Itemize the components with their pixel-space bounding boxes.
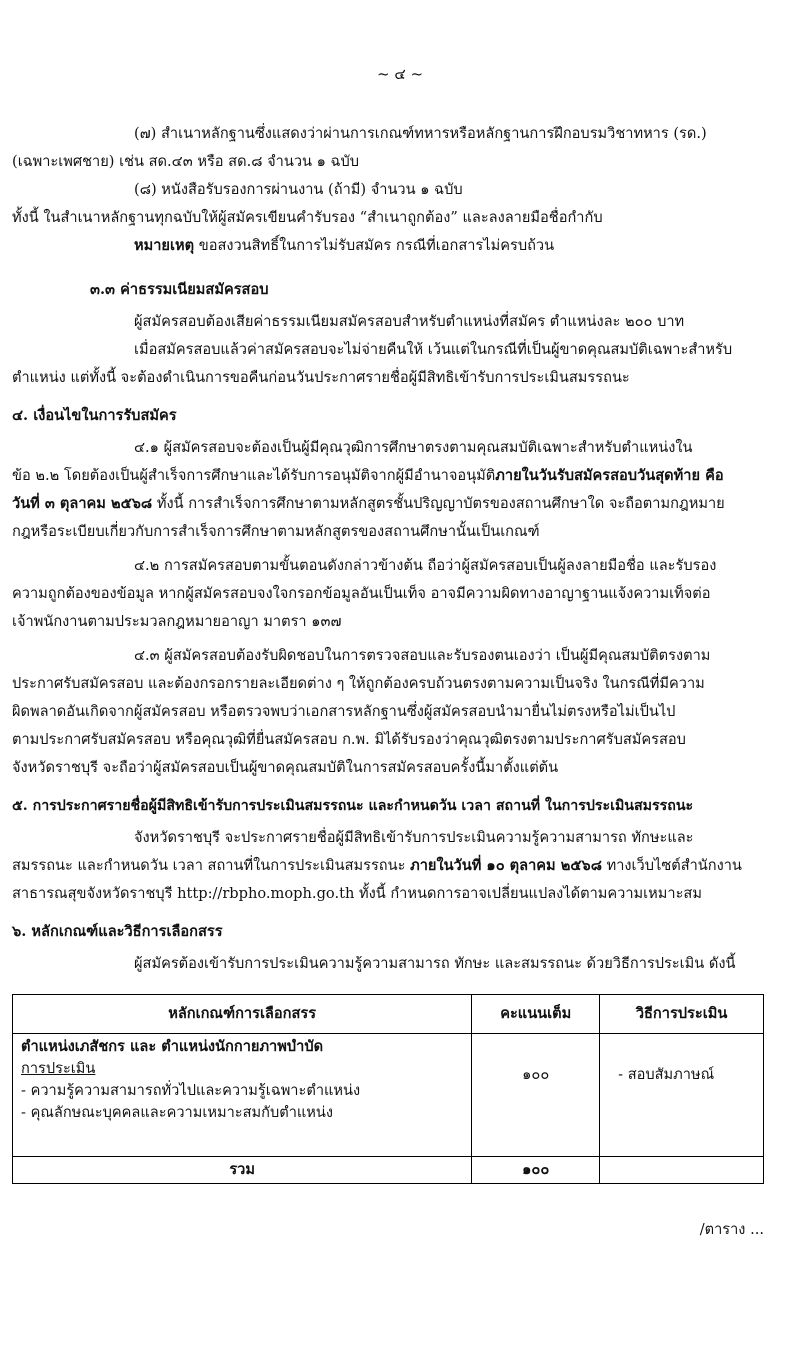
- cond-4-2-line3: เจ้าพนักงานตามประมวลกฎหมายอาญา มาตรา ๑๓๗: [12, 613, 342, 630]
- remark-label: หมายเหตุ: [134, 237, 195, 254]
- cond-4-3-line2: ประกาศรับสมัครสอบ และต้องกรอกรายละเอียดต่าง ๆ ให้ถูกต้องครบถ้วนตรงตามความเป็นจริง ในกรณีที่มีความ: [12, 675, 705, 692]
- cond-4-3-line1: ๔.๓ ผู้สมัครสอบต้องรับผิดชอบในการตรวจสอบและรับรองตนเองว่า เป็นผู้มีคุณสมบัติตรงตาม: [134, 647, 711, 664]
- announce-line2: สมรรถนะ และกำหนดวัน เวลา สถานที่ในการประเมินสมรรถนะ ภายในวันที่ ๑๐ ตุลาคม ๒๕๖๘ ทางเว็บไซต์สำนักงาน: [12, 857, 742, 874]
- item-7-line2: (เฉพาะเพศชาย) เช่น สด.๔๓ หรือ สด.๘ จำนวน ๑ ฉบับ: [12, 153, 360, 170]
- fee-line2: เมื่อสมัครสอบแล้วค่าสมัครสอบจะไม่จ่ายคืนให้ เว้นแต่ในกรณีที่เป็นผู้ขาดคุณสมบัติเฉพาะสำหรับ: [134, 341, 733, 358]
- heading-5: ๕. การประกาศรายชื่อผู้มีสิทธิเข้ารับการประเมินสมรรถนะ และกำหนดวัน เวลา สถานที่ ในการประเมินสมรรถนะ: [12, 798, 694, 814]
- cond-4-2-line2: ความถูกต้องของข้อมูล หากผู้สมัครสอบจงใจกรอกข้อมูลอันเป็นเท็จ อาจมีความผิดทางอาญาฐานแจ้งความเท็จต่อ: [12, 585, 711, 602]
- selection-criteria-table: [12, 994, 764, 1184]
- item-7-line1: (๗) สำเนาหลักฐานซึ่งแสดงว่าผ่านการเกณฑ์ทหารหรือหลักฐานการฝึกอบรมวิชาทหาร (รด.): [134, 125, 707, 142]
- assessment-label: การประเมิน: [21, 1060, 96, 1077]
- heading-3-3: ๓.๓ ค่าธรรมเนียมสมัครสอบ: [90, 281, 269, 298]
- method-cell: - สอบสัมภาษณ์: [600, 1034, 764, 1157]
- announce-line3: สาธารณสุขจังหวัดราชบุรี http://rbpho.moph.go.th ทั้งนี้ กำหนดการอาจเปลี่ยนแปลงได้ตามความเหมาะสม: [12, 885, 702, 902]
- cond-4-1-line4: กฎหรือระเบียบเกี่ยวกับการสำเร็จการศึกษาตามหลักสูตรของสถานศึกษานั้นเป็นเกณฑ์: [12, 523, 540, 540]
- remark-line: [134, 236, 554, 256]
- cond-4-3-line4: ตามประกาศรับสมัครสอบ หรือคุณวุฒิที่ยื่นสมัครสอบ ก.พ. มิได้รับรองว่าคุณวุฒิตรงตามประกาศรับสมัครสอบ: [12, 731, 686, 748]
- cond-4-1-line1: ๔.๑ ผู้สมัครสอบจะต้องเป็นผู้มีคุณวุฒิการศึกษาตรงตามคุณสมบัติเฉพาะสำหรับตำแหน่งใน: [134, 439, 693, 456]
- col-header-criteria: หลักเกณฑ์การเลือกสรร: [13, 995, 472, 1034]
- criteria-item: - คุณลักษณะบุคคลและความเหมาะสมกับตำแหน่ง: [21, 1104, 334, 1121]
- col-header-method: วิธีการประเมิน: [600, 995, 764, 1034]
- total-method-empty: [600, 1157, 764, 1184]
- heading-6: ๖. หลักเกณฑ์และวิธีการเลือกสรร: [12, 923, 223, 940]
- criteria-item: - ความรู้ความสามารถทั่วไปและความรู้เฉพาะตำแหน่ง: [21, 1082, 361, 1099]
- remark-text: ขอสงวนสิทธิ์ในการไม่รับสมัคร กรณีที่เอกสารไม่ครบถ้วน: [194, 237, 555, 254]
- table-header-row: [13, 995, 764, 1034]
- cond-4-3-line5: จังหวัดราชบุรี จะถือว่าผู้สมัครสอบเป็นผู้ขาดคุณสมบัติในการสมัครสอบครั้งนี้มาตั้งแต่ต้น: [12, 759, 559, 776]
- cond-4-1-line2: ข้อ ๒.๒ โดยต้องเป็นผู้สำเร็จการศึกษาและได้รับการอนุมัติจากผู้มีอำนาจอนุมัติภายในวันรับสมัครสอบวันสุดท้าย คือ: [12, 467, 724, 484]
- cond-4-3-line3: ผิดพลาดอันเกิดจากผู้สมัครสอบ หรือตรวจพบว่าเอกสารหลักฐานซึ่งผู้สมัครสอบนำมายื่นไม่ตรงหรือไม่เป็นไป: [12, 703, 676, 720]
- certify-note: ทั้งนี้ ในสำเนาหลักฐานทุกฉบับให้ผู้สมัครเขียนคำรับรอง “สำเนาถูกต้อง” และลงลายมือชื่อกำกับ: [12, 209, 603, 226]
- total-label: รวม: [13, 1157, 472, 1184]
- continuation-marker: /ตาราง ...: [699, 1221, 764, 1238]
- position-title: ตำแหน่งเภสัชกร และ ตำแหน่งนักกายภาพบำบัด: [21, 1038, 324, 1055]
- item-8: (๘) หนังสือรับรองการผ่านงาน (ถ้ามี) จำนวน ๑ ฉบับ: [134, 181, 463, 198]
- criteria-cell: [13, 1034, 472, 1157]
- score-cell: ๑๐๐: [472, 1034, 600, 1157]
- table-row: [13, 1034, 764, 1157]
- fee-line3: ตำแหน่ง แต่ทั้งนี้ จะต้องดำเนินการขอคืนก่อนวันประกาศรายชื่อผู้มีสิทธิเข้ารับการประเมินสมรรถนะ: [12, 369, 630, 386]
- col-header-score: คะแนนเต็ม: [472, 995, 600, 1034]
- heading-4: ๔. เงื่อนไขในการรับสมัคร: [12, 407, 177, 424]
- selection-intro: ผู้สมัครต้องเข้ารับการประเมินความรู้ความสามารถ ทักษะ และสมรรถนะ ด้วยวิธีการประเมิน ดังนี้: [134, 955, 736, 972]
- total-score: ๑๐๐: [472, 1157, 600, 1184]
- announce-line1: จังหวัดราชบุรี จะประกาศรายชื่อผู้มีสิทธิเข้ารับการประเมินความรู้ความสามารถ ทักษะและ: [134, 829, 694, 846]
- cond-4-2-line1: ๔.๒ การสมัครสอบตามขั้นตอนดังกล่าวข้างต้น ถือว่าผู้สมัครสอบเป็นผู้ลงลายมือชื่อ และรับรอง: [134, 557, 717, 574]
- table-total-row: [13, 1157, 764, 1184]
- cond-4-1-line3: วันที่ ๓ ตุลาคม ๒๕๖๘ ทั้งนี้ การสำเร็จการศึกษาตามหลักสูตรชั้นปริญญาบัตรของสถานศึกษาใด จะถือตามกฎหมาย: [12, 495, 725, 512]
- fee-line1: ผู้สมัครสอบต้องเสียค่าธรรมเนียมสมัครสอบสำหรับตำแหน่งที่สมัคร ตำแหน่งละ ๒๐๐ บาท: [134, 313, 685, 330]
- page-number: ~ ๔ ~: [376, 65, 424, 83]
